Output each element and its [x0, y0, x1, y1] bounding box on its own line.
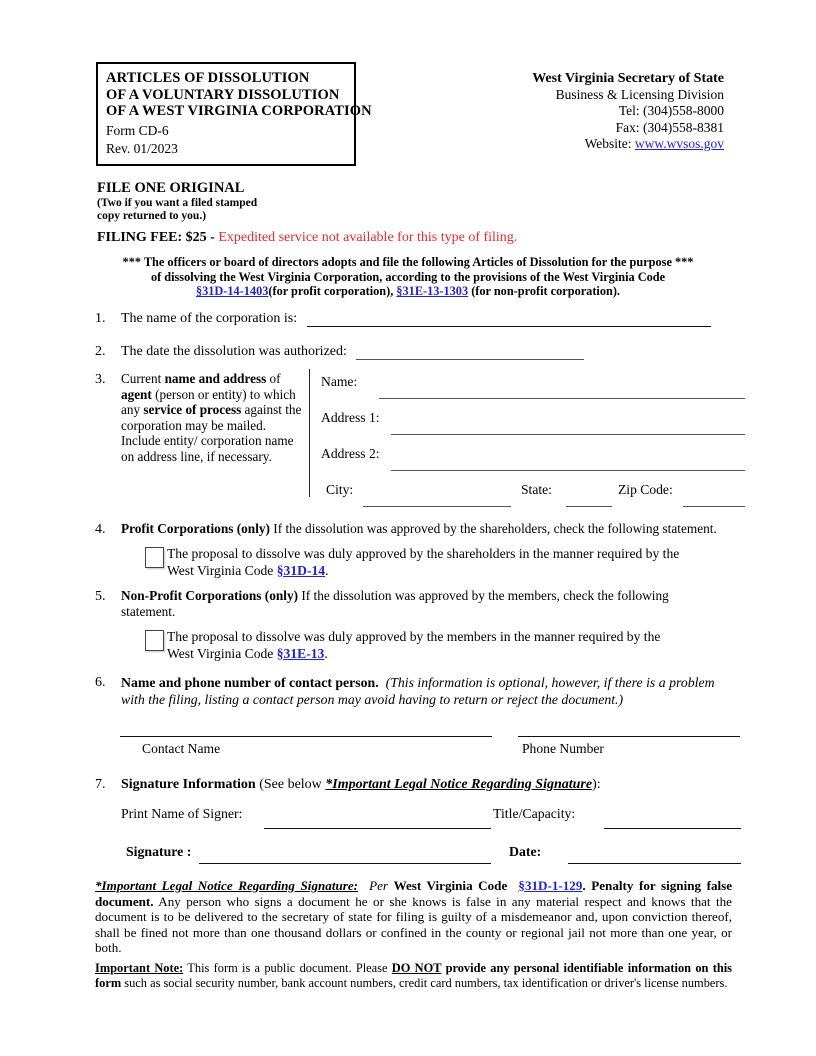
title-capacity-label: Title/Capacity: [493, 806, 576, 821]
signature-label: Signature : [126, 844, 192, 859]
agent-desc-part-3: (person or entity) to which any [121, 386, 296, 418]
item-6-input-lines [120, 736, 740, 770]
item-5-checkbox-line-1: The proposal to dissolve was duly approved by the members in the manner required by the [167, 629, 661, 644]
agent-description [121, 371, 303, 465]
agent-vertical-divider [309, 369, 310, 497]
legal-notice-code-label: West Virginia Code [393, 878, 508, 893]
legal-notice-body: Any person who signs a document he or she knows is false in any material respect and knows that the document is to be delivered to the secretary of state for filing is guilty of a misdemeanor and, upon conviction thereof, shall be fined not more than one thousand dollars or confined in the county or regional jail not more than one year, or both. [95, 893, 732, 956]
item-7-paren-open: (See below [255, 777, 326, 792]
item-5-nonprofit-corporations [95, 588, 740, 662]
item-4-checkbox-line-2: West Virginia Code [167, 562, 274, 578]
filing-fee-label: FILING FEE: $25 - [97, 230, 215, 245]
legal-notice-heading: *Important Legal Notice Regarding Signature: [95, 878, 359, 893]
item-5-period: . [324, 645, 328, 661]
item-4-number: 4. [95, 522, 106, 537]
agent-desc-bold-3: service of process [143, 402, 242, 418]
code-link-nonprofit[interactable]: §31E-13-1303 [396, 284, 469, 299]
agent-city-label: City: [326, 482, 354, 497]
website-link[interactable]: www.wvsos.gov [634, 135, 724, 151]
filing-note-line-2: copy returned to you.) [97, 210, 207, 222]
agent-name-label: Name: [321, 374, 358, 389]
print-name-label: Print Name of Signer: [121, 806, 243, 821]
agency-website-row [532, 136, 724, 152]
filing-note-line-1: (Two if you want a filed stamped [97, 197, 258, 209]
agent-desc-bold-1: name and address [164, 371, 267, 386]
corporation-name-input-line[interactable] [307, 314, 711, 327]
form-title-line-2: OF A VOLUNTARY DISSOLUTION [106, 86, 340, 103]
code-profit-suffix: (for profit corporation), [268, 284, 394, 299]
agent-city-input-line[interactable] [363, 506, 511, 507]
item-4-code-link[interactable]: §31D-14 [276, 562, 326, 578]
agent-desc-part-1: Current [121, 371, 165, 386]
item-7-heading-bold: Signature Information [121, 777, 256, 792]
item-6-heading-italic: (This information is optional, however, if there is a problem with the filing, listing a contact person may avoid having to return or reject the document.) [121, 675, 715, 707]
important-note-do-not: DO NOT [391, 961, 442, 975]
item-7-paren-close: ): [592, 777, 601, 792]
item-2-number: 2. [95, 344, 106, 359]
agent-desc-part-4: against the corporation may be mailed. Include entity/ corporation name on address line, if necessary. [121, 402, 302, 464]
item-3-number: 3. [95, 372, 106, 387]
important-note-text-1: This form is a public document. Please [183, 961, 392, 975]
agent-desc-part-2: of [266, 371, 281, 386]
item-4-period: . [325, 562, 329, 578]
important-note-text-2: provide any personal identifiable information on this form [95, 961, 732, 990]
agent-address1-input-line[interactable] [391, 434, 745, 435]
form-title-box [96, 62, 372, 166]
agent-zip-input-line[interactable] [683, 506, 745, 507]
adoption-statement [108, 255, 708, 299]
legal-notice-code-link[interactable]: §31D-1-129 [518, 878, 583, 893]
agency-contact-block [532, 71, 724, 152]
authorization-date-input-line[interactable] [356, 347, 584, 360]
agent-state-input-line[interactable] [566, 506, 612, 507]
item-5-lead-bold: Non-Profit Corporations (only) [121, 588, 299, 603]
item-1-corporation-name [95, 310, 735, 327]
item-4-checkbox-line-1: The proposal to dissolve was duly approved by the shareholders in the manner required by the [167, 546, 680, 561]
statement-line-1: *** The officers or board of directors adopts and file the following Articles of Dissolution for the purpose *** [122, 255, 694, 269]
document-header [0, 62, 816, 172]
file-one-original-heading: FILE ONE ORIGINAL [97, 180, 245, 196]
nonprofit-approval-checkbox[interactable] [145, 630, 164, 651]
agent-address2-input-line[interactable] [391, 470, 745, 471]
item-4-lead-bold: Profit Corporations (only) [121, 521, 270, 536]
agent-address1-label: Address 1: [321, 410, 380, 425]
item-2-label: The date the dissolution was authorized: [121, 344, 347, 359]
important-note-text-3: such as social security number, bank account numbers, credit card numbers, tax identification or driver's license numbers. [121, 976, 728, 990]
agent-state-label: State: [521, 482, 552, 497]
contact-name-input-line[interactable] [120, 736, 492, 737]
item-7-signature-row [121, 843, 740, 873]
code-link-profit[interactable]: §31D-14-1403 [195, 284, 269, 299]
agent-fields [321, 373, 751, 517]
legal-notice-per: Per [369, 878, 389, 893]
item-5-lead-rest: If the dissolution was approved by the members, check the following statement. [121, 588, 669, 619]
item-7-notice-reference: *Important Legal Notice Regarding Signature [325, 777, 593, 792]
agent-address2-field [321, 445, 751, 481]
agent-zip-label: Zip Code: [618, 482, 673, 497]
expedited-service-note: Expedited service not available for this type of filing. [218, 230, 518, 245]
item-5-code-link[interactable]: §31E-13 [276, 645, 325, 661]
item-4-checkbox-row [121, 546, 740, 579]
agent-desc-bold-2: agent [121, 386, 152, 402]
agency-fax: Fax: (304)558-8381 [615, 119, 724, 135]
agent-block [121, 371, 735, 497]
important-note-paragraph [95, 961, 732, 991]
item-7-print-name-row [121, 805, 740, 838]
item-5-checkbox-line-2: West Virginia Code [167, 645, 274, 661]
statement-line-2: of dissolving the West Virginia Corporation, according to the provisions of the West Virginia Code [150, 269, 666, 284]
item-5-number: 5. [95, 589, 106, 604]
phone-number-input-line[interactable] [518, 736, 740, 737]
date-label: Date: [509, 844, 542, 859]
item-4-lead [121, 521, 740, 537]
item-3-agent-address [95, 371, 735, 497]
item-1-label: The name of the corporation is: [121, 311, 298, 326]
agent-name-input-line[interactable] [379, 398, 745, 399]
agency-division: Business & Licensing Division [555, 87, 724, 103]
item-2-authorization-date [95, 343, 735, 360]
item-5-checkbox-text [167, 629, 740, 662]
form-number: Form CD-6 [106, 122, 169, 138]
contact-name-label: Contact Name [142, 741, 221, 756]
item-4-profit-corporations [95, 521, 740, 579]
item-7-number: 7. [95, 777, 106, 792]
item-6-heading-bold: Name and phone number of contact person. [121, 675, 379, 690]
agency-telephone: Tel: (304)558-8000 [618, 103, 724, 119]
item-1-number: 1. [95, 311, 106, 326]
phone-number-label: Phone Number [522, 741, 604, 756]
filing-fee-row [97, 229, 697, 246]
print-name-input-line[interactable] [264, 828, 491, 829]
agent-name-field [321, 373, 751, 409]
agent-address1-field [321, 409, 751, 445]
agency-name: West Virginia Secretary of State [532, 71, 724, 86]
legal-notice-penalty-bold: . Penalty for signing false document. [95, 878, 733, 909]
date-input-line[interactable] [568, 863, 741, 864]
legal-notice-paragraph [95, 878, 732, 956]
item-4-lead-rest: If the dissolution was approved by the shareholders, check the following statement. [269, 521, 717, 536]
item-4-checkbox-text [167, 546, 740, 579]
item-7-signature-information [95, 776, 740, 873]
agent-city-state-zip-field [321, 481, 751, 517]
code-nonprofit-suffix: (for non-profit corporation). [471, 284, 620, 299]
title-capacity-input-line[interactable] [604, 828, 741, 829]
item-6-number: 6. [95, 675, 106, 690]
item-5-checkbox-row [121, 629, 740, 662]
website-label: Website: [584, 135, 632, 151]
statement-line-3 [108, 284, 708, 299]
important-note-label: Important Note: [95, 961, 184, 975]
form-title-line-3: OF A WEST VIRGINIA CORPORATION [106, 103, 372, 119]
item-6-contact-person [95, 674, 740, 756]
item-5-lead [121, 588, 704, 620]
form-title-line-1: ARTICLES OF DISSOLUTION [106, 70, 310, 86]
signature-input-line[interactable] [199, 863, 491, 864]
item-6-heading [121, 674, 740, 708]
filing-instructions [97, 180, 697, 246]
agent-address2-label: Address 2: [321, 446, 380, 461]
profit-approval-checkbox[interactable] [145, 547, 164, 568]
item-7-heading [121, 776, 740, 793]
form-revision: Rev. 01/2023 [106, 141, 178, 156]
